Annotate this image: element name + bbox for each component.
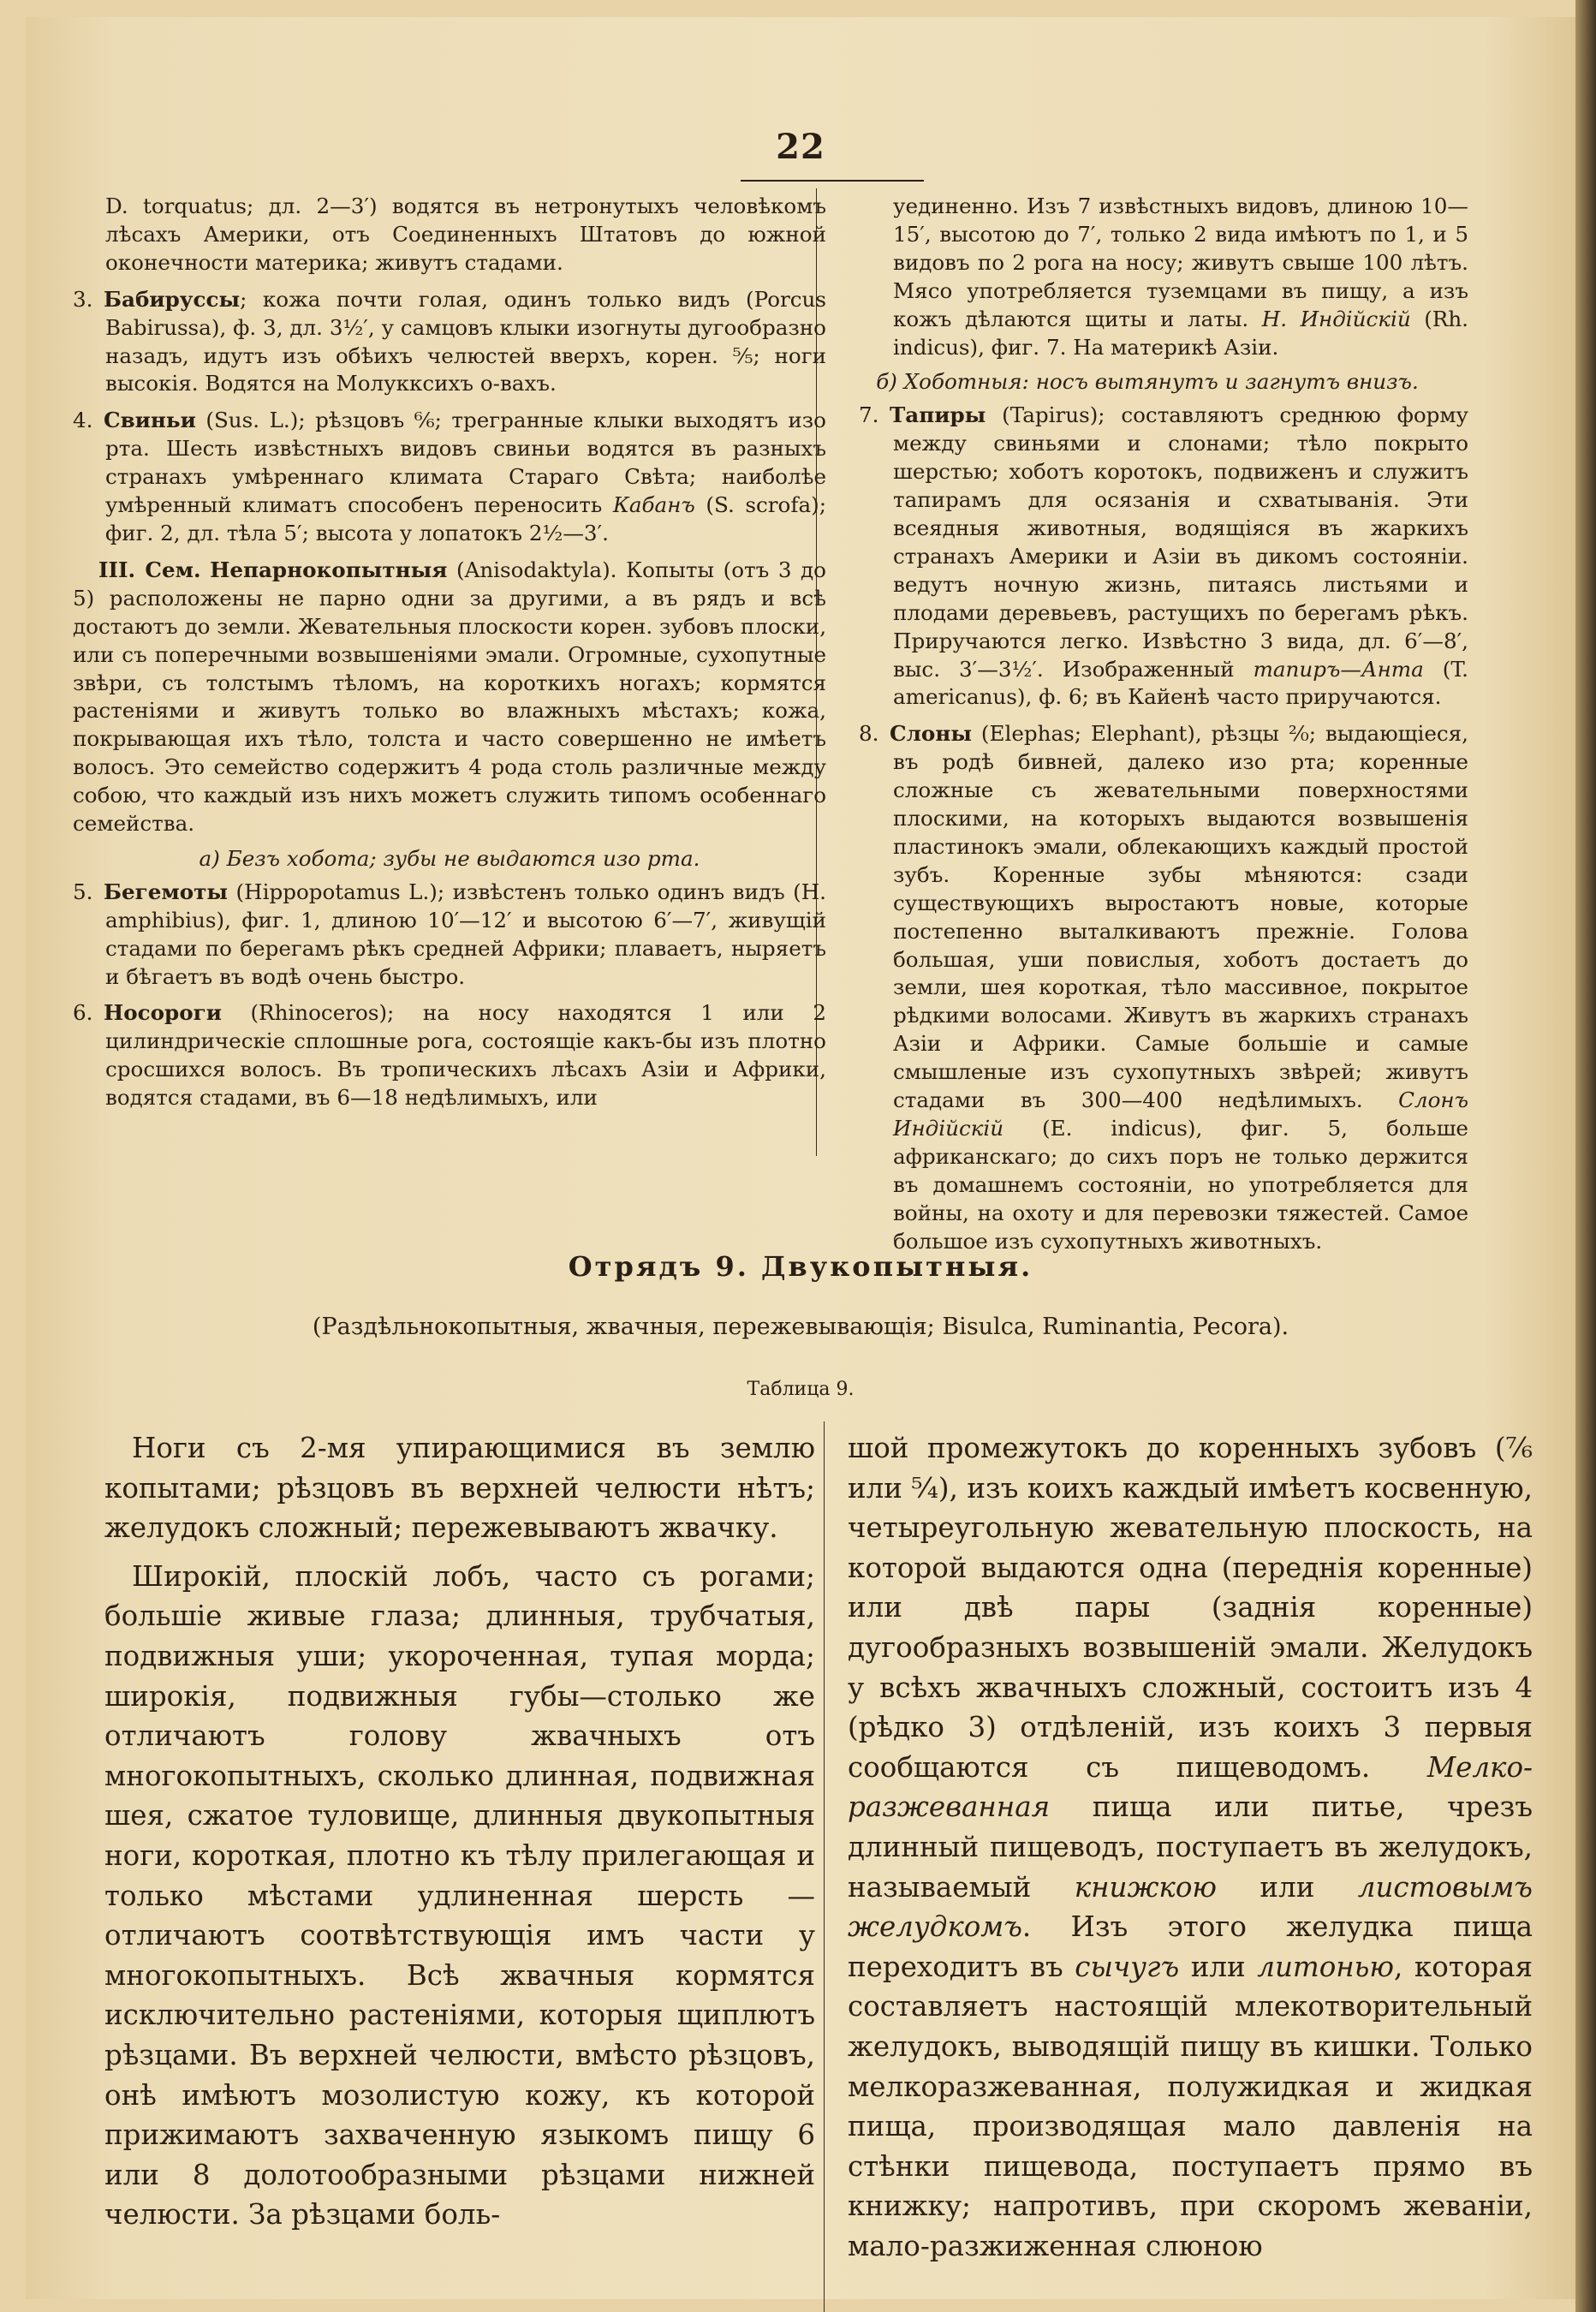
entry-italic: тапиръ—Анта bbox=[1253, 656, 1424, 682]
page-edge-shadow bbox=[1575, 0, 1596, 2312]
entry-number: 7. bbox=[859, 402, 879, 428]
entry-tail: (S. scrofa); фиг. 2, дл. тѣла 5′; высота у лопатокъ 2½—3′. bbox=[105, 492, 826, 545]
entry-text: (Elephas; Elephant), рѣзцы ²⁄₀; выдающіеся, въ родѣ бивней, далеко изо рта; коренные сложные съ жевательными поверхностями плоскими, на которыхъ выдаются возвышенія пластинокъ эмали, облекающихъ каждый простой зубъ. Коренные зубы мѣняются: сзади существующихъ выростаютъ новые, которые постепенно выталкиваютъ прежніе. Голова большая, уши повислыя, хоботъ достаетъ до земли, шея короткая, тѣло массивное, покрытое рѣдкими волосами. Живутъ въ жаркихъ странахъ Азіи и Африки. Самые большіе и самые смышленые изъ сухопутныхъ звѣрей; живутъ стадами въ 300—400 недѣлимыхъ. bbox=[893, 721, 1468, 1113]
upper-left-column bbox=[73, 193, 826, 1112]
table-reference: Таблица 9. bbox=[747, 1379, 855, 1400]
entry-pigs bbox=[73, 407, 826, 548]
entry-number: 8. bbox=[859, 721, 879, 747]
entry-babirussa bbox=[73, 286, 826, 399]
book-page bbox=[26, 17, 1575, 2299]
header-rule bbox=[741, 180, 924, 182]
entry-term: Бегемоты bbox=[104, 879, 229, 904]
lower-left-column bbox=[104, 1428, 815, 2235]
text-run: пища или питье, чрезъ длинный пищеводъ, поступаетъ въ желудокъ, называемый bbox=[848, 1791, 1533, 1904]
entry-tapirs bbox=[826, 402, 1468, 712]
italic-term: сычугъ bbox=[1075, 1950, 1180, 1983]
entry-italic: Слонъ Индійскій bbox=[893, 1087, 1468, 1141]
text-run: или bbox=[1217, 1870, 1358, 1904]
text-run: , которая составляетъ настоящій млекотворительный желудокъ, выводящій пищу въ кишки. Только мелкоразжеванная, полужидкая и жидкая пища, производящая мало давленія на стѣнки пищевода, поступаетъ прямо въ книжку; напротивъ, при скоромъ жеваніи, мало-разжиженная слюною bbox=[848, 1950, 1533, 2262]
entry-tail: (E. indicus), фиг. 5, больше африканскаго; до сихъ поръ не только держится въ домашнемъ состояніи, но употребляется для войны, на охоту и для перевозки тяжестей. Самое большое изъ сухопутныхъ животныхъ. bbox=[893, 1116, 1468, 1254]
continuation-text: D. torquatus; дл. 2—3′) водятся въ нетронутыхъ человѣкомъ лѣсахъ Америки, отъ Соединенныхъ Штатовъ до южной оконечности материка; живутъ стадами. bbox=[105, 194, 826, 275]
subheading-a: а) Безъ хобота; зубы не выдаются изо рта. bbox=[199, 845, 700, 871]
entry-tail: (T. americanus), ф. 6; въ Кайенѣ часто приручаются. bbox=[893, 656, 1468, 710]
entry-number: 3. bbox=[73, 286, 93, 312]
continuation-tail: (Rh. indicus), фиг. 7. На материкѣ Азіи. bbox=[893, 306, 1468, 360]
entry-text: (Hippopotamus L.); извѣстенъ только одинъ видъ (H. amphibius), фиг. 1, длиною 10′—12′ и высотою 6′—7′, живущій стадами по берегамъ рѣкъ средней Африки; плаваетъ, ныряетъ и бѣгаетъ въ водѣ очень быстро. bbox=[105, 879, 826, 989]
text-run: . Изъ этого желудка пища переходитъ въ bbox=[848, 1910, 1533, 1983]
paragraph-2: Широкій, плоскій лобъ, часто съ рогами; большіе живые глаза; длинныя, трубчатыя, подвижныя уши; укороченная, тупая морда; широкія, подвижныя губы—столько же отличаютъ голову жвачныхъ отъ многокопытныхъ, сколько длинная, подвижная шея, сжатое туловище, длинныя двукопытныя ноги, короткая, плотно къ тѣлу прилегающая и только мѣстами удлиненная шерсть — отличаютъ соотвѣтствующія имъ части у многокопытныхъ. Всѣ жвачныя кормятся исключительно растеніями, которыя щиплютъ рѣзцами. Въ верхней челюсти, вмѣсто рѣзцовъ, онѣ имѣютъ мозолистую кожу, къ которой прижимаютъ захваченную языкомъ пищу 6 или 8 долотообразными рѣзцами нижней челюсти. За рѣзцами боль- bbox=[104, 1559, 815, 2232]
text-run: или bbox=[1179, 1950, 1258, 1983]
entry-term: Бабируссы bbox=[104, 286, 241, 312]
entry-term: Слоны bbox=[890, 721, 972, 747]
page-number: 22 bbox=[776, 127, 825, 167]
column-divider-lower bbox=[824, 1421, 825, 2312]
lower-right-column bbox=[848, 1428, 1533, 2266]
italic-term: литонью bbox=[1257, 1950, 1394, 1983]
italic-term: листовымъ желудкомъ bbox=[848, 1870, 1533, 1944]
italic-term: Мелко-разжеванная bbox=[848, 1750, 1533, 1824]
family-term: Непарнокопытныя bbox=[210, 557, 448, 582]
entry-text: ; кожа почти голая, одинъ только видъ (Porcus Babirussa), ф. 3, дл. 3½′, у самцовъ клыки изогнуты дугообразно назадъ, идутъ изъ обѣихъ челюстей вверхъ, корен. ⁵⁄₅; ноги высокія. Водятся на Молукксихъ о-вахъ. bbox=[105, 286, 826, 396]
entry-italic: Кабанъ bbox=[612, 492, 695, 518]
entry-number: 5. bbox=[73, 879, 93, 904]
text-run: шой промежутокъ до коренныхъ зубовъ (⁷⁄₆ или ⁵⁄₄), изъ коихъ каждый имѣетъ косвенную, четыреугольную жевательную плоскость, на которой выдаются одна (переднія коренные) или двѣ пары (заднія коренные) дугообразныхъ возвышеній эмали. Желудокъ у всѣхъ жвачныхъ сложный, состоитъ изъ 4 (рѣдко 3) отдѣленій, изъ коихъ 3 первыя сообщаются съ пищеводомъ. bbox=[848, 1432, 1533, 1784]
subheading-b: б) Хоботныя: носъ вытянутъ и загнутъ внизъ. bbox=[876, 369, 1419, 395]
paragraph-1: Ноги съ 2-мя упирающимися въ землю копытами; рѣзцовъ въ верхней челюсти нѣтъ; желудокъ сложный; пережевываютъ жвачку. bbox=[104, 1432, 815, 1545]
entry-text: (Sus. L.); рѣзцовъ ⁶⁄₆; трегранные клыки выходятъ изо рта. Шесть извѣстныхъ видовъ свиньи водятся въ разныхъ странахъ умѣреннаго климата Стараго Свѣта; наиболѣе умѣренный климатъ способенъ переносить bbox=[105, 408, 826, 518]
entry-term: Носороги bbox=[104, 1000, 222, 1026]
family-description bbox=[73, 557, 826, 838]
continuation-italic: Н. Индійскій bbox=[1261, 306, 1411, 331]
family-text: (Anisodaktyla). Копыты (отъ 3 до 5) расположены не парно одни за другими, а въ рядъ и всѣ достаютъ до земли. Жевательныя плоскости корен. зубовъ плоски, или съ поперечными возвышеніями эмали. Огромные, сухопутные звѣри, съ толстымъ тѣломъ, на короткихъ ногахъ; кормятся растеніями и живутъ только во влажныхъ мѣстахъ; кожа, покрывающая ихъ тѣло, толста и часто совершенно не имѣетъ волосъ. Это семейство содержитъ 4 рода столь различные между собою, что каждый изъ нихъ можетъ служить типомъ особеннаго семейства. bbox=[73, 557, 827, 837]
upper-right-column bbox=[826, 193, 1468, 1256]
continuation-text bbox=[826, 193, 1468, 361]
order-subtitle: (Раздѣльнокопытныя, жвачныя, пережевывающія; Bisulca, Ruminantia, Pecora). bbox=[312, 1314, 1289, 1340]
italic-term: книжкою bbox=[1074, 1870, 1218, 1904]
paragraph-continuation bbox=[848, 1428, 1533, 2266]
entry-number: 4. bbox=[73, 408, 93, 433]
order-title: Отрядъ 9. Двукопытныя. bbox=[568, 1250, 1033, 1283]
entry-hippo bbox=[73, 879, 826, 992]
continuation-main: уединенно. Изъ 7 извѣстныхъ видовъ, длиною 10—15′, высотою до 7′, только 2 вида имѣютъ по 1, и 5 видовъ по 2 рога на носу; живутъ свыше 100 лѣтъ. Мясо употребляется туземцами въ пищу, а изъ кожъ дѣлаются щиты и латы. bbox=[893, 194, 1468, 331]
entry-number: 6. bbox=[73, 1000, 93, 1026]
entry-text: (Tapirus); составляютъ среднюю форму между свиньями и слонами; тѣло покрыто шерстью; хоботъ коротокъ, подвиженъ и служитъ тапирамъ для осязанія и схватыванія. Эти всеядныя животныя, водящіяся въ жаркихъ странахъ Америки и Азіи въ дикомъ состояніи. ведутъ ночную жизнь, питаясь листьями и плодами деревьевъ, растущихъ по берегамъ рѣкъ. Приручаются легко. Извѣстно 3 вида, дл. 6′—8′, выс. 3′—3½′. Изображенный bbox=[893, 402, 1468, 682]
entry-term: Свиньи bbox=[104, 408, 196, 433]
family-number: III. Сем. bbox=[98, 557, 201, 582]
entry-term: Тапиры bbox=[890, 402, 986, 428]
entry-text: (Rhinoceros); на носу находятся 1 или 2 цилиндрическіе сплошные рога, состоящіе какъ-бы изъ плотно сросшихся волосъ. Въ тропическихъ лѣсахъ Азіи и Африки, водятся стадами, въ 6—18 недѣлимыхъ, или bbox=[105, 1000, 826, 1111]
entry-rhino bbox=[73, 999, 826, 1112]
entry-elephants bbox=[826, 720, 1468, 1255]
